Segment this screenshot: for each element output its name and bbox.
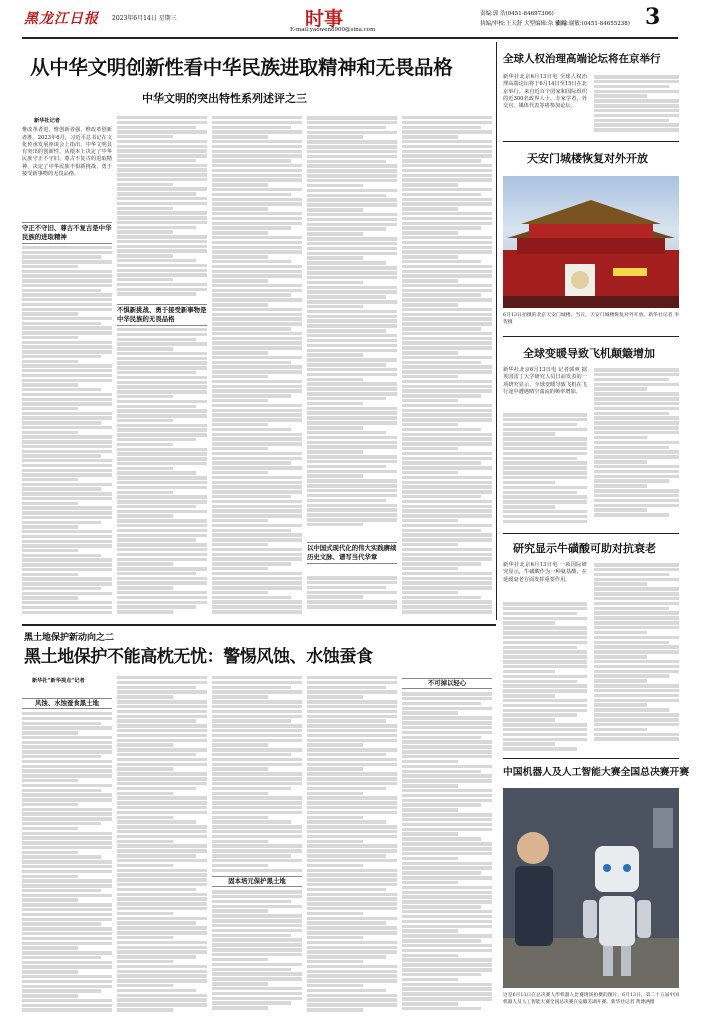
masthead — [0, 0, 701, 38]
turbulence-body: 新华社北京6月13日电 记者郭爽 据英国雷丁大学研究人员日前发表的一项研究显示，全球变暖导致飞机在飞行途中遭遇晴空湍流的频率增加。 — [503, 367, 587, 395]
taurine-headline: 研究显示牛磺酸可助对抗衰老 — [513, 542, 656, 555]
blackland-subhead-2: 固本培元保护黑土地 — [212, 876, 302, 887]
forum-story — [503, 44, 679, 140]
divider — [503, 533, 679, 534]
blackland-subhead-1: 风蚀、水蚀蚕食黑土地 — [22, 698, 112, 709]
issue-date: 2023年6月14日 星期三 — [112, 15, 177, 22]
lead-column-1 — [22, 114, 112, 614]
lead-headline: 从中华文明创新性看中华民族进取精神和无畏品格 — [30, 56, 453, 79]
section-email: E-mail:yaowen8900@sina.com — [290, 27, 376, 33]
blackland-column-3 — [212, 676, 302, 1012]
editor-info: 责编:郭 浩(0451-84697306) — [480, 11, 554, 17]
blackland-byline: 新华社“新华视点”记者 — [32, 678, 85, 684]
tiananmen-story — [503, 144, 679, 334]
blackland-story — [22, 628, 492, 1016]
divider — [503, 141, 679, 142]
blackland-subhead-3: 不可掉以轻心 — [402, 678, 492, 689]
page-number: 3 — [645, 4, 661, 30]
masthead-rule — [22, 37, 678, 39]
lead-subhead-3: 以中国式现代化的伟大实践赓续历史文脉、谱写当代华章 — [307, 542, 397, 564]
lead-subhead-2: 不惧新挑战、勇于接受新事物是中华民族的无畏品格 — [117, 304, 207, 326]
taurine-story — [503, 536, 679, 756]
turbulence-headline: 全球变暖导致飞机颠簸增加 — [523, 347, 655, 360]
editor-info-2: 责编:谢敏:(0451-84655238) — [556, 21, 630, 27]
blackland-headline: 黑土地保护不能高枕无忧：警惕风蚀、水蚀蚕食 — [24, 647, 373, 667]
robot-headline: 中国机器人及人工智能大赛全国总决赛开赛 — [503, 767, 690, 778]
newspaper-logo: 黑龙江日报 — [24, 11, 99, 27]
lead-byline: 新华社记者 — [34, 118, 60, 124]
turbulence-story — [503, 339, 679, 531]
blackland-kicker: 黑土地保护新动向之二 — [24, 633, 115, 643]
proof-info: 执编/审校:王天舒 大型编辑:杂 雅同 — [480, 21, 567, 27]
lead-column-1-body — [22, 246, 112, 614]
divider — [503, 758, 679, 759]
lead-subhead-1: 守正不守旧、尊古不复古是中华民族的进取精神 — [22, 222, 112, 244]
blackland-column-1 — [22, 676, 112, 1012]
tiananmen-caption: 6月13日拍摄的北京天安门城楼。当日，天安门城楼恢复对外开放。新华社记者 李贺摄 — [503, 313, 679, 325]
forum-body: 新华社北京6月13日电 全球人权治理高端论坛将于6月14日至15日在北京举行。来自近百个国家和国际组织的近300名政界人士、专家学者、外交官、媒体代表等将参加论坛。 — [503, 74, 587, 110]
robot-photo — [503, 788, 679, 988]
tiananmen-photo — [503, 176, 679, 308]
blackland-column-5 — [402, 676, 492, 1012]
taurine-body: 新华社北京6月13日电 一项国际研究显示，牛磺酸作为一种氨基酸，在延缓衰老方面发挥重要作用。 — [503, 562, 587, 583]
blackland-column-4 — [307, 676, 397, 1012]
right-column-divider — [496, 42, 497, 620]
lead-kicker: 中华文明的突出特性系列述评之三 — [142, 92, 307, 105]
divider — [503, 336, 679, 337]
lead-lede: 惟改革者进，惟创新者强，惟改革创新者胜。2023年6月，习近平总书记在文化传承发展座谈会上指出，中华文明具有突出的创新性，从根本上决定了中华民族守正不守旧、尊古不复古的进取精神，决定了中华民族不惧新挑战、勇于接受新事物的无畏品格。 — [22, 127, 112, 178]
lead-column-3-body — [212, 116, 302, 614]
robot-caption: 这是6月13日在总决赛人形机器人比赛现场拍摄的图片。6月13日，第二十五届中国机器人及人工智能大赛全国总决赛在安徽芜湖开赛。新华社记者 黄博涵摄 — [503, 993, 679, 1005]
lead-column-5-body — [402, 116, 492, 614]
lead-column-2 — [117, 114, 207, 614]
robot-story — [503, 760, 690, 1018]
section-title: 时事 — [305, 8, 344, 30]
blackland-column-2 — [117, 676, 207, 1012]
tiananmen-headline: 天安门城楼恢复对外开放 — [527, 152, 648, 165]
forum-headline: 全球人权治理高端论坛将在京举行 — [503, 53, 661, 65]
divider — [22, 624, 496, 626]
lead-story — [22, 42, 492, 618]
lead-column-4 — [307, 114, 397, 614]
